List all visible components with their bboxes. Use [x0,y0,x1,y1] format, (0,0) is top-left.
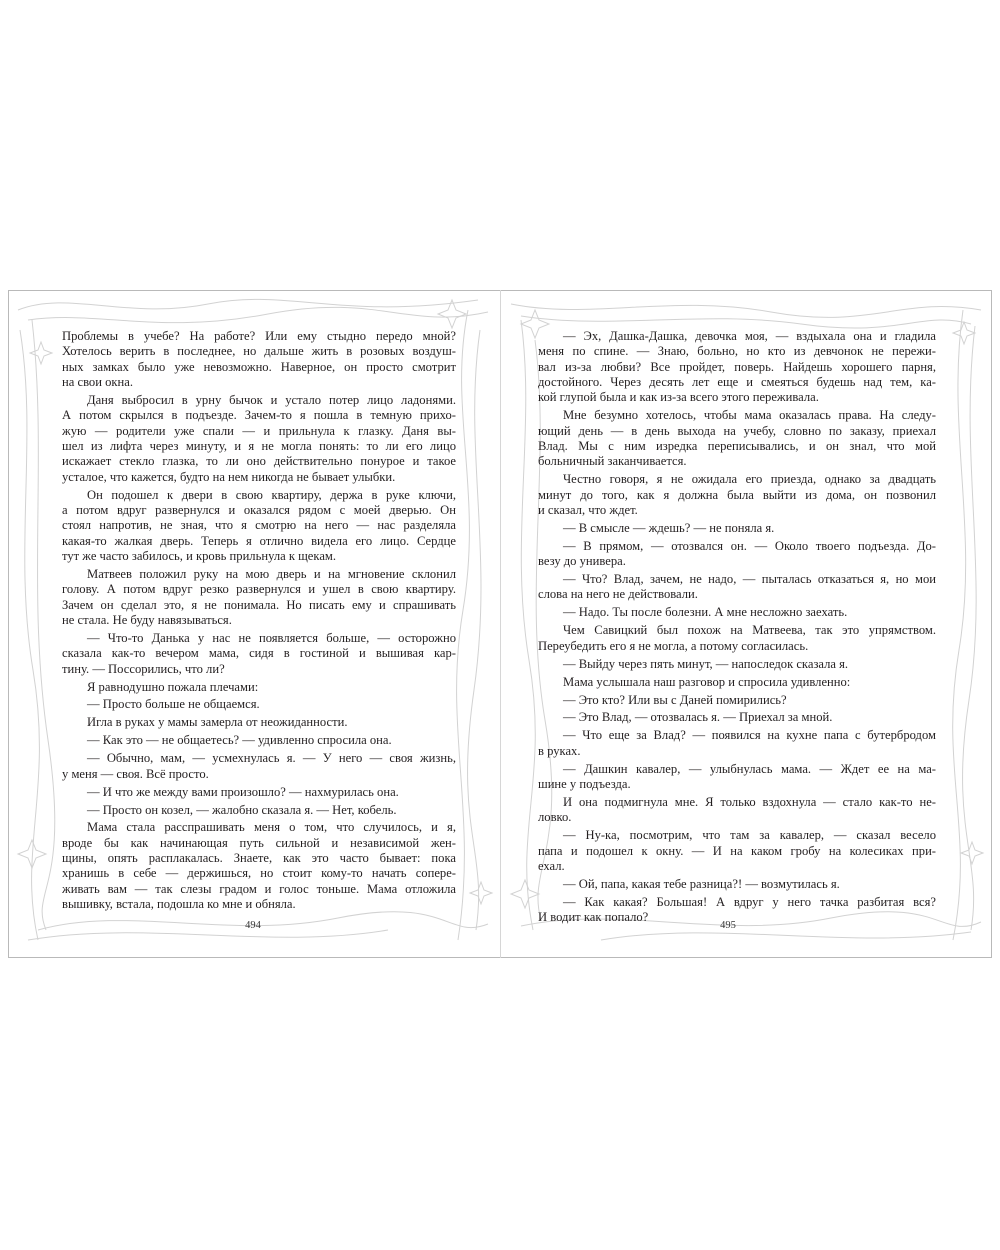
paragraph [62,488,456,565]
paragraph [538,728,936,759]
paragraph [538,877,936,892]
text-line: Зачем он сделал это, я не понимала. Но писать ему и спрашивать [62,597,456,612]
paragraph [62,393,456,485]
text-line: тут же часто забилось, и кровь прильнула к щекам. [62,549,337,563]
paragraph [538,605,936,620]
text-line: ловко. [538,810,572,825]
paragraph [62,697,456,712]
text-line: на свои окна. [62,375,134,390]
text-line: ных замках было уже невозможно. Наверное, он просто смотрит [62,359,456,374]
text-line: Мама услышала наш разговор и спросила удивленно: [563,674,851,689]
paragraph [538,675,936,690]
page-number-left: 494 [245,920,261,931]
text-line: — В смысле — ждешь? — не поняла я. [563,520,775,535]
text-line: Он подошел к двери в свою квартиру, держа в руке ключи, [87,487,456,502]
paragraph [538,693,936,708]
text-line: — В прямом, — отозвался он. — Около твоего подъезда. До- [563,538,936,553]
text-line: — Просто больше не общаемся. [87,697,260,712]
paragraph [62,733,456,748]
text-line: меня по спине. — Знаю, больно, но кто из девчонок не пережи- [538,344,936,359]
text-line: хранишь в себе — держишься, но стоит кому-то начать сопере- [62,866,456,881]
text-line: Проблемы в учебе? На работе? Или ему стыдно передо мной? [62,329,456,343]
text-line: жую — родители уже спали — и прильнула к глазку. Даня вы- [62,423,456,438]
text-line: — Обычно, мам, — усмехнулась я. — У него — своя жизнь, [87,751,456,766]
text-line: — Дашкин кавалер, — улыбнулась мама. — Ждет ее на ма- [563,761,936,776]
text-line: Матвеев положил руку на мою дверь и на мгновение склонил [87,566,456,581]
text-line: кой глупой была и как из-за всего этого переживала. [538,390,819,405]
text-line: усталое, что кажется, будто на нем никогда не бывает улыбки. [62,469,396,484]
text-line: А потом скрылся в подъезде. Зачем-то я пошла в темную прихо- [62,408,456,423]
text-line: вышивку, встала, подошла ко мне и обняла. [62,897,296,912]
text-line: — Выйду через пять минут, — напоследок сказала я. [563,656,849,671]
text-line: — Это кто? Или вы с Даней помирились? [563,692,787,707]
text-line: щины, опять расплакалась. Знаете, как это часто бывает: пока [62,851,456,866]
text-line: Мама стала расспрашивать меня о том, что случилось, и я, [87,820,456,835]
text-line: достойного. Через десять лет еще и смеяться будешь над тем, ка- [538,375,936,390]
paragraph [62,567,456,628]
text-line: — Что еще за Влад? — появился на кухне папа с бутербродом [563,728,936,743]
paragraph [62,785,456,800]
text-line: Я равнодушно пожала плечами: [87,679,259,694]
text-line: больничный заканчивается. [538,454,687,469]
text-line: не стала. Не буду навязываться. [62,612,232,627]
text-line: минут до того, как я должна была выйти из дома, он позвонил [538,487,936,502]
page-gutter [500,290,501,958]
paragraph [62,820,456,912]
text-line: сказала как-то вечером мама, сидя в гостиной и вышивая кар- [62,646,456,661]
page-number-right: 495 [720,920,736,931]
text-line: — И что же между вами произошло? — нахмурилась она. [87,784,399,799]
text-line: а потом вдруг развернулся и оказался рядом с моей дверью. Он [62,502,456,517]
text-line: Чем Савицкий был похож на Матвеева, так это упрямством. [563,623,936,638]
text-line: голову. А потом вдруг резко развернулся и ушел в свою квартиру. [62,582,456,597]
text-line: Переубедить его я не могла, а потому согласилась. [538,638,809,653]
text-line: искажает стекло глазка, то ли оно действительно понурое и такое [62,454,456,469]
text-line: — Эх, Дашка-Дашка, девочка моя, — вздыхала она и гладила [563,329,936,343]
text-line: живать вам — так слезы градом и голос тоньше. Мама отложила [62,881,456,896]
text-line: — Что-то Данька у нас не появляется больше, — осторожно [87,630,456,645]
paragraph [538,762,936,793]
text-line: тину. — Поссорились, что ли? [62,661,225,676]
text-line: ющий день — в день выхода на учебу, словно по заказу, приехал [538,423,936,438]
text-line: И она подмигнула мне. Я только вздохнула — стало как-то не- [563,794,936,809]
paragraph [538,657,936,672]
text-line: шел из лифта через минуту, и я не могла понять: то ли его лицо [62,439,456,453]
text-line: папа и подошел к окну. — И на каком гробу на колесиках при- [538,843,936,858]
text-line: — Ой, папа, какая тебе разница?! — возмутилась я. [563,876,840,891]
text-line: везу до универа. [538,554,626,569]
text-line: — Просто он козел, — жалобно сказала я. — Нет, кобель. [87,802,397,817]
paragraph [538,521,936,536]
text-line: Даня выбросил в урну бычок и устало потер лицо ладонями. [87,392,456,407]
text-line: стоял напротив, не зная, что я смотрю на него — нас разделяла [62,518,456,533]
text-line: Влад. Мы с ним изредка переписывались, и он знал, что мой [538,439,936,453]
left-page-text [62,329,456,915]
text-line: какая-то жалкая дверь. Теперь я отлично видела его лицо. Сердце [62,533,456,548]
paragraph [62,680,456,695]
text-line: вроде бы как начинающая путь сильной и независимой жен- [62,835,456,850]
text-line: Честно говоря, я не ожидала его приезда, однако за двадцать [563,472,936,487]
text-line: у меня — своя. Всё просто. [62,766,209,781]
text-line: вал из-за любви? Все пройдет, поверь. Найдешь хорошего парня, [538,359,936,374]
text-line: Хотелось верить в последнее, но дальше жить в розовых воздуш- [62,344,456,359]
right-page-text [538,329,936,928]
paragraph [538,828,936,874]
text-line: — Что? Влад, зачем, не надо, — пыталась отказаться я, но мои [563,572,936,587]
paragraph [538,623,936,654]
text-line: — Это Влад, — отозвалась я. — Приехал за мной. [563,710,833,725]
text-line: — Как какая? Большая! А вдруг у него тачка разбитая вся? [563,894,936,909]
paragraph [538,408,936,469]
text-line: шине у подъезда. [538,777,631,791]
text-line: ехал. [538,858,565,873]
text-line: и сказал, что ждет. [538,502,638,517]
paragraph [62,329,456,390]
text-line: — Как это — не общаетесь? — удивленно спросила она. [87,733,392,748]
paragraph [538,539,936,570]
paragraph [62,631,456,677]
paragraph [538,795,936,826]
paragraph [62,803,456,818]
paragraph [538,472,936,518]
paragraph [62,751,456,782]
paragraph [538,572,936,603]
paragraph [538,710,936,725]
text-line: Мне безумно хотелось, чтобы мама оказалась права. На следу- [563,408,936,423]
paragraph [538,329,936,406]
text-line: И водит как попало? [538,910,649,925]
paragraph [62,715,456,730]
text-line: Игла в руках у мамы замерла от неожиданности. [87,715,348,730]
text-line: — Ну-ка, посмотрим, что там за кавалер, — сказал весело [563,828,936,843]
text-line: слова на него не действовали. [538,587,698,602]
text-line: в руках. [538,743,581,758]
text-line: — Надо. Ты после болезни. А мне несложно заехать. [563,605,848,620]
